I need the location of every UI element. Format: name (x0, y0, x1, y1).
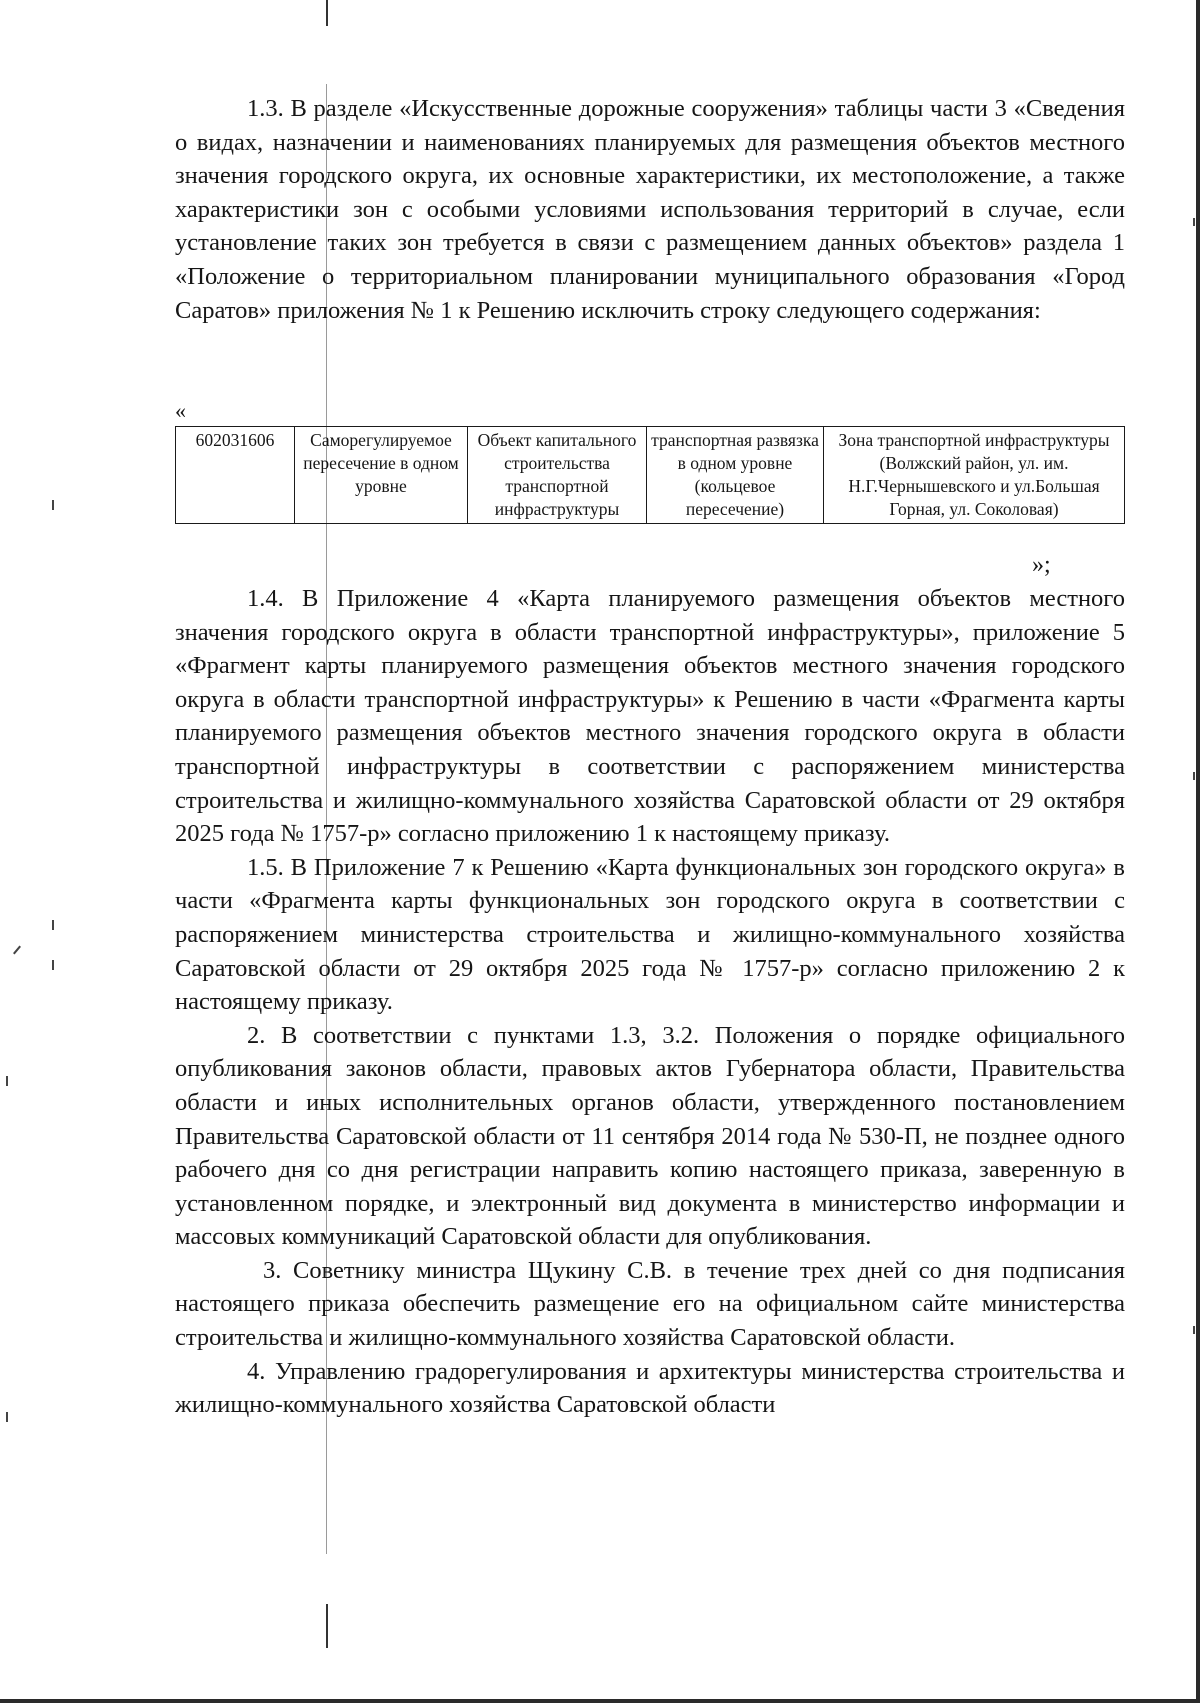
cell-object-type: Объект капитального строительства транспортной инфраструктуры (468, 427, 647, 524)
paragraph-1-4: 1.4. В Приложение 4 «Карта планируемого размещения объектов местного значения городского округа в области транспортной инфраструктуры», приложение 5 «Фрагмент карты планируемого размещения объектов местного значения городского округа в области транспортной инфраструктуры» к Решению в части «Фрагмента карты планируемого размещения объектов местного значения городского округа в области транспортной инфраструктуры в соответствии с распоряжением министерства строительства и жилищно-коммунального хозяйства Саратовской области от 29 октября 2025 года № 1757-р» согласно приложению 1 к настоящему приказу. (175, 585, 1125, 848)
paragraph-4: 4. Управлению градорегулирования и архитектуры министерства строительства и жилищно-коммунального хозяйства Саратовской области (175, 1357, 1125, 1419)
scan-speck (1193, 218, 1195, 226)
cell-zone: Зона транспортной инфраструктуры (Волжский район, ул. им. Н.Г.Чернышевского и ул.Большая Горная, ул. Соколовая) (824, 427, 1125, 524)
paragraph-3: 3. Советнику министра Щукину С.В. в течение трех дней со дня подписания настоящего приказа обеспечить размещение его на официальном сайте министерства строительства и жилищно-коммунального хозяйства Саратовской области. (175, 1256, 1125, 1352)
scan-speck (13, 946, 21, 955)
paragraph-1-3: 1.3. В разделе «Искусственные дорожные сооружения» таблицы части 3 «Сведения о видах, назначении и наименованиях планируемых для размещения объектов местного значения городского округа, их основные характеристики, их местоположение, а также характеристики зон с особыми условиями использования территорий в случае, если установление таких зон требуется в связи с размещением данных объектов» раздела 1 «Положение о территориальном планировании муниципального образования «Город Саратов» приложения № 1 к Решению исключить строку следующего содержания: (175, 95, 1125, 324)
cell-code: 602031606 (176, 427, 295, 524)
section-1-3 (175, 92, 1125, 327)
scan-speck (52, 960, 54, 970)
quote-close-mark: »; (1032, 552, 1051, 578)
scan-edge-right (1196, 0, 1200, 1703)
scan-speck (52, 920, 54, 930)
scan-fold-line-top (326, 0, 328, 26)
paragraph-1-5: 1.5. В Приложение 7 к Решению «Карта функциональных зон городского округа» в части «Фрагмента карты функциональных зон городского округа в соответствии с распоряжением министерства строительства и жилищно-коммунального хозяйства Саратовской области от 29 октября 2025 года № 1757-р» согласно приложению 2 к настоящему приказу. (175, 853, 1125, 1016)
scan-edge-bottom (0, 1699, 1200, 1703)
scan-speck (1193, 1326, 1195, 1334)
paragraph-2: 2. В соответствии с пунктами 1.3, 3.2. Положения о порядке официального опубликования законов области, правовых актов Губернатора области, Правительства области и иных исполнительных органов области, утвержденного постановлением Правительства Саратовской области от 11 сентября 2014 года № 530-П, не позднее одного рабочего дня со дня регистрации направить копию настоящего приказа, заверенную в установленном порядке, и электронный вид документа в министерство информации и массовых коммуникаций Саратовской области для опубликования. (175, 1021, 1125, 1251)
cell-object-name: Саморегулируемое пересечение в одном уровне (295, 427, 468, 524)
table-row (176, 427, 1125, 524)
scan-speck (1193, 772, 1195, 780)
section-1-4-to-4 (175, 582, 1125, 1422)
quote-open-mark: « (175, 398, 186, 423)
scan-speck (52, 500, 54, 510)
scan-speck (6, 1412, 8, 1422)
cell-characteristic: транспортная развязка в одном уровне (кольцевое пересечение) (647, 427, 824, 524)
excluded-row-table (175, 426, 1125, 524)
scan-speck (6, 1076, 8, 1086)
scan-fold-line-bottom (326, 1604, 328, 1648)
